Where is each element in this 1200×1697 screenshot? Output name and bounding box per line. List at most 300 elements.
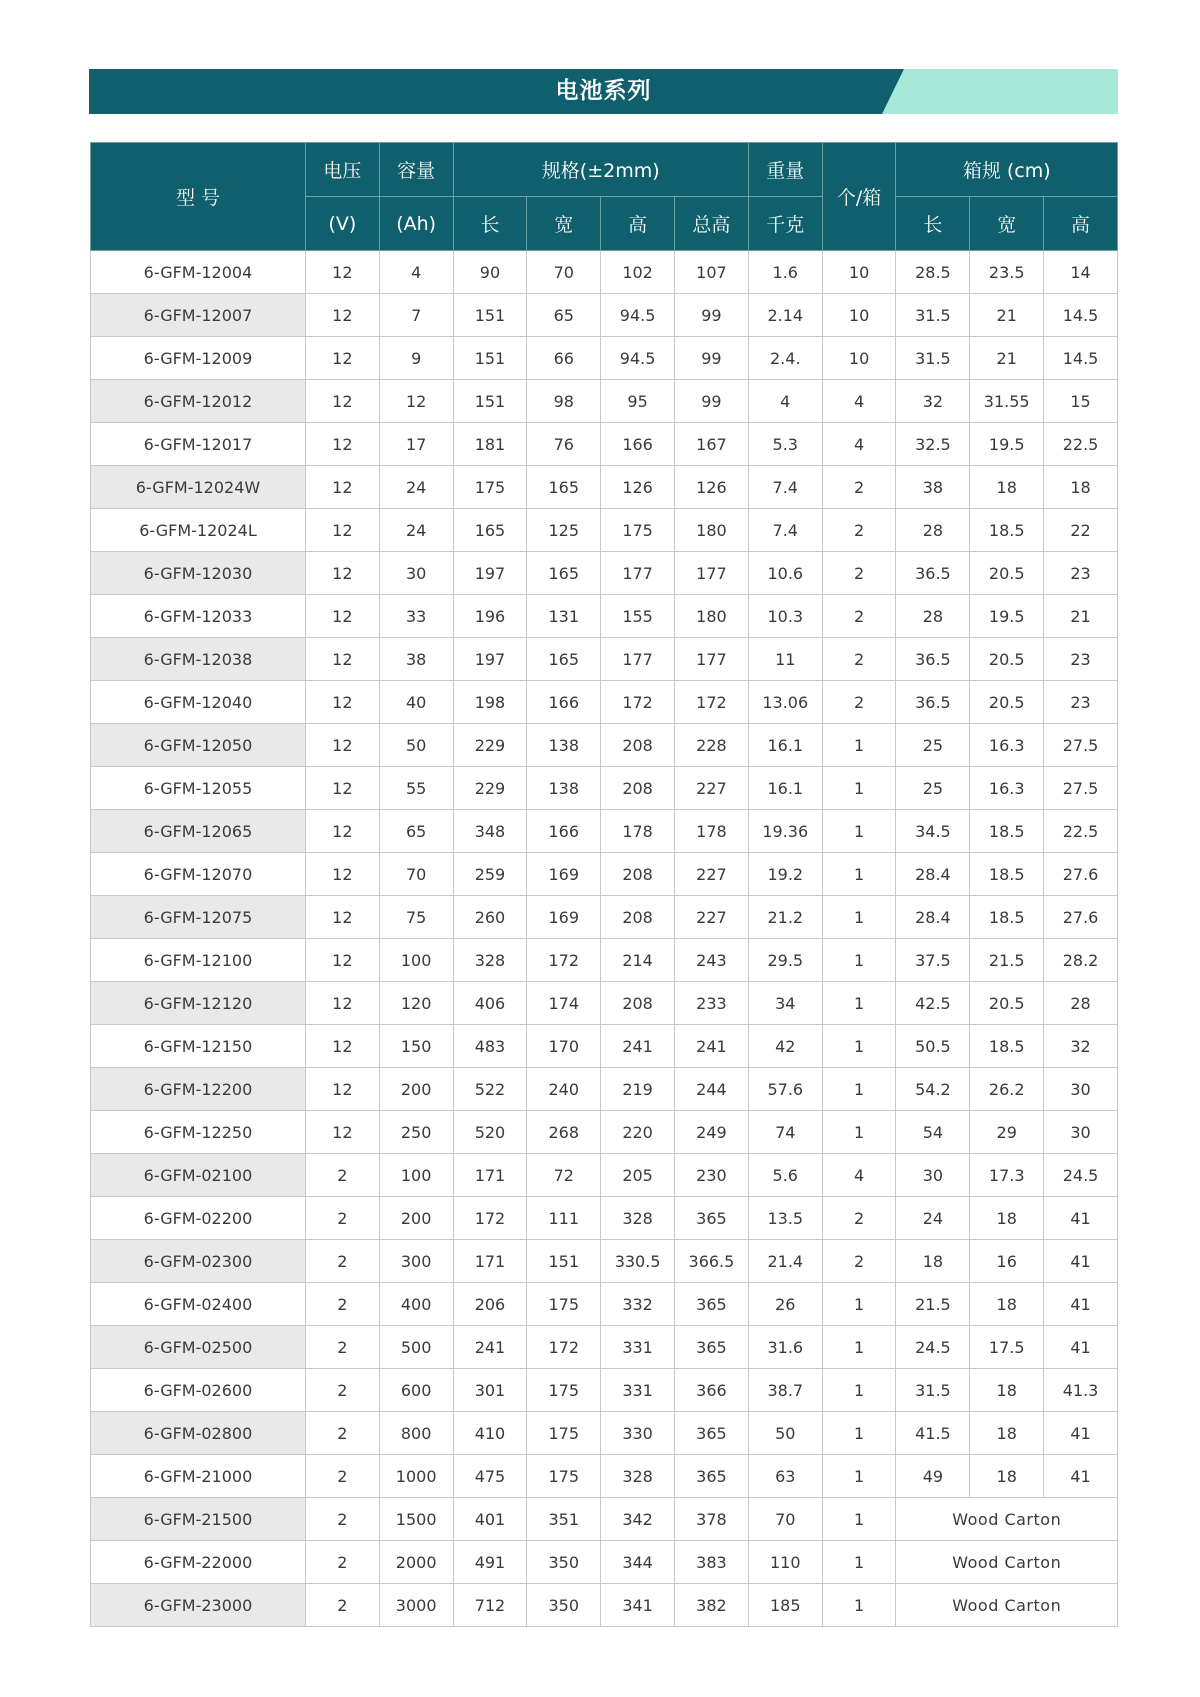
header-size: 规格(±2mm): [453, 143, 748, 197]
table-cell: 25: [896, 724, 970, 767]
table-cell: 243: [675, 939, 749, 982]
table-cell: 12: [305, 337, 379, 380]
table-cell: 27.5: [1044, 767, 1118, 810]
table-cell: 23: [1044, 681, 1118, 724]
header-weight: 重量: [748, 143, 822, 197]
table-cell: 7.4: [748, 509, 822, 552]
model-cell: 6-GFM-02200: [91, 1197, 306, 1240]
table-cell: 200: [379, 1068, 453, 1111]
table-cell: 249: [675, 1111, 749, 1154]
table-cell: 125: [527, 509, 601, 552]
table-cell: 36.5: [896, 638, 970, 681]
table-cell: 175: [527, 1369, 601, 1412]
table-cell: 155: [601, 595, 675, 638]
table-cell: 24.5: [1044, 1154, 1118, 1197]
table-cell: 475: [453, 1455, 527, 1498]
table-cell: 1: [822, 1068, 896, 1111]
table-cell: 24: [379, 466, 453, 509]
table-cell: 1: [822, 896, 896, 939]
table-cell: 50: [379, 724, 453, 767]
table-cell: 22.5: [1044, 810, 1118, 853]
table-cell: 14: [1044, 251, 1118, 294]
table-cell: 1: [822, 1541, 896, 1584]
table-cell: 63: [748, 1455, 822, 1498]
table-cell: 54.2: [896, 1068, 970, 1111]
table-cell: 600: [379, 1369, 453, 1412]
table-cell: 1: [822, 1111, 896, 1154]
table-cell: 331: [601, 1326, 675, 1369]
table-cell: 208: [601, 724, 675, 767]
table-cell: 2: [305, 1283, 379, 1326]
table-cell: 230: [675, 1154, 749, 1197]
model-cell: 6-GFM-12030: [91, 552, 306, 595]
table-cell: 41.3: [1044, 1369, 1118, 1412]
table-cell: 2: [305, 1412, 379, 1455]
table-cell: 70: [748, 1498, 822, 1541]
table-cell: 66: [527, 337, 601, 380]
table-cell: 410: [453, 1412, 527, 1455]
table-cell: 178: [675, 810, 749, 853]
table-cell: 3000: [379, 1584, 453, 1627]
table-cell: 28: [1044, 982, 1118, 1025]
table-cell: 214: [601, 939, 675, 982]
table-cell: 18: [970, 1283, 1044, 1326]
table-cell: 99: [675, 337, 749, 380]
header-capacity-unit: (Ah): [379, 197, 453, 251]
table-cell: 33: [379, 595, 453, 638]
table-cell: 23: [1044, 638, 1118, 681]
table-cell: 4: [379, 251, 453, 294]
table-cell: 10.3: [748, 595, 822, 638]
table-cell: 7.4: [748, 466, 822, 509]
table-cell: 332: [601, 1283, 675, 1326]
table-cell: 241: [675, 1025, 749, 1068]
table-cell: 406: [453, 982, 527, 1025]
table-cell: 21.2: [748, 896, 822, 939]
table-cell: 196: [453, 595, 527, 638]
table-cell: 100: [379, 1154, 453, 1197]
table-cell: 800: [379, 1412, 453, 1455]
table-cell: 328: [601, 1197, 675, 1240]
table-cell: 348: [453, 810, 527, 853]
table-row: [91, 1025, 1118, 1068]
table-cell: 229: [453, 724, 527, 767]
table-row: [91, 294, 1118, 337]
table-cell: 30: [1044, 1068, 1118, 1111]
table-cell: 12: [305, 1068, 379, 1111]
table-row: [91, 1197, 1118, 1240]
table-cell: 18: [970, 1369, 1044, 1412]
table-cell: 1: [822, 1326, 896, 1369]
table-cell: 10: [822, 294, 896, 337]
table-cell: 2: [822, 638, 896, 681]
table-cell: 177: [675, 638, 749, 681]
table-cell: 240: [527, 1068, 601, 1111]
table-cell: 520: [453, 1111, 527, 1154]
table-cell: 16.1: [748, 724, 822, 767]
model-cell: 6-GFM-12040: [91, 681, 306, 724]
table-cell: 2: [305, 1197, 379, 1240]
table-cell: 401: [453, 1498, 527, 1541]
model-cell: 6-GFM-12024L: [91, 509, 306, 552]
table-cell: 175: [527, 1412, 601, 1455]
table-cell: 23: [1044, 552, 1118, 595]
table-cell: 12: [379, 380, 453, 423]
table-cell: 12: [305, 466, 379, 509]
table-cell: 75: [379, 896, 453, 939]
table-cell: 26.2: [970, 1068, 1044, 1111]
table-cell: 50.5: [896, 1025, 970, 1068]
table-cell: 27.5: [1044, 724, 1118, 767]
model-cell: 6-GFM-12250: [91, 1111, 306, 1154]
table-cell: 65: [527, 294, 601, 337]
table-cell: 9: [379, 337, 453, 380]
table-cell: 522: [453, 1068, 527, 1111]
table-cell: 19.5: [970, 595, 1044, 638]
table-cell: 177: [601, 552, 675, 595]
table-cell: 18: [896, 1240, 970, 1283]
table-cell: 16.3: [970, 724, 1044, 767]
table-cell: 1500: [379, 1498, 453, 1541]
table-cell: 107: [675, 251, 749, 294]
table-cell: 383: [675, 1541, 749, 1584]
table-cell: 382: [675, 1584, 749, 1627]
table-cell: 20.5: [970, 982, 1044, 1025]
table-row: [91, 595, 1118, 638]
table-cell: 34.5: [896, 810, 970, 853]
table-cell: 12: [305, 423, 379, 466]
table-cell: 233: [675, 982, 749, 1025]
model-cell: 6-GFM-02400: [91, 1283, 306, 1326]
table-cell: 31.55: [970, 380, 1044, 423]
table-cell: 151: [453, 380, 527, 423]
table-cell: 165: [453, 509, 527, 552]
model-cell: 6-GFM-02800: [91, 1412, 306, 1455]
table-cell: 26: [748, 1283, 822, 1326]
table-cell: 21: [970, 337, 1044, 380]
table-row: [91, 1455, 1118, 1498]
table-cell: 28.4: [896, 853, 970, 896]
table-cell: 29.5: [748, 939, 822, 982]
table-cell: 167: [675, 423, 749, 466]
table-cell: 16.3: [970, 767, 1044, 810]
table-cell: 38: [896, 466, 970, 509]
table-cell: 18.5: [970, 1025, 1044, 1068]
table-cell: 126: [675, 466, 749, 509]
table-cell: 12: [305, 896, 379, 939]
table-cell: 4: [822, 1154, 896, 1197]
table-cell: 259: [453, 853, 527, 896]
table-row: [91, 1154, 1118, 1197]
table-cell: 172: [527, 1326, 601, 1369]
model-cell: 6-GFM-12200: [91, 1068, 306, 1111]
table-cell: 110: [748, 1541, 822, 1584]
table-cell: 4: [748, 380, 822, 423]
table-cell: 27.6: [1044, 896, 1118, 939]
table-cell: 1000: [379, 1455, 453, 1498]
model-cell: 6-GFM-12050: [91, 724, 306, 767]
model-cell: 6-GFM-12024W: [91, 466, 306, 509]
table-cell: 5.3: [748, 423, 822, 466]
table-cell: 99: [675, 294, 749, 337]
wood-carton-cell: Wood Carton: [896, 1584, 1118, 1627]
table-cell: 12: [305, 1111, 379, 1154]
table-row: [91, 1369, 1118, 1412]
table-cell: 22.5: [1044, 423, 1118, 466]
table-row: [91, 724, 1118, 767]
table-cell: 95: [601, 380, 675, 423]
table-cell: 712: [453, 1584, 527, 1627]
table-cell: 2: [822, 509, 896, 552]
header-size-width: 宽: [527, 197, 601, 251]
table-cell: 21.4: [748, 1240, 822, 1283]
table-cell: 366.5: [675, 1240, 749, 1283]
table-cell: 198: [453, 681, 527, 724]
table-cell: 206: [453, 1283, 527, 1326]
header-box: 箱规 (cm): [896, 143, 1118, 197]
table-cell: 341: [601, 1584, 675, 1627]
model-cell: 6-GFM-12033: [91, 595, 306, 638]
model-cell: 6-GFM-12009: [91, 337, 306, 380]
table-cell: 12: [305, 724, 379, 767]
table-row: [91, 767, 1118, 810]
table-cell: 1: [822, 767, 896, 810]
table-cell: 15: [1044, 380, 1118, 423]
table-cell: 131: [527, 595, 601, 638]
table-cell: 1: [822, 1584, 896, 1627]
header-voltage: 电压: [305, 143, 379, 197]
model-cell: 6-GFM-12065: [91, 810, 306, 853]
table-cell: 111: [527, 1197, 601, 1240]
table-row: [91, 337, 1118, 380]
model-cell: 6-GFM-12017: [91, 423, 306, 466]
table-cell: 4: [822, 380, 896, 423]
table-cell: 41: [1044, 1455, 1118, 1498]
table-cell: 94.5: [601, 294, 675, 337]
table-cell: 229: [453, 767, 527, 810]
table-cell: 31.6: [748, 1326, 822, 1369]
table-cell: 300: [379, 1240, 453, 1283]
header-box-height: 高: [1044, 197, 1118, 251]
table-cell: 10: [822, 337, 896, 380]
table-cell: 166: [527, 810, 601, 853]
table-cell: 20.5: [970, 552, 1044, 595]
table-cell: 172: [527, 939, 601, 982]
table-cell: 50: [748, 1412, 822, 1455]
table-cell: 2.4.: [748, 337, 822, 380]
table-cell: 102: [601, 251, 675, 294]
table-cell: 301: [453, 1369, 527, 1412]
table-cell: 330: [601, 1412, 675, 1455]
table-cell: 2: [305, 1240, 379, 1283]
table-cell: 241: [601, 1025, 675, 1068]
table-cell: 331: [601, 1369, 675, 1412]
table-cell: 2: [305, 1369, 379, 1412]
table-cell: 2: [305, 1498, 379, 1541]
table-cell: 197: [453, 638, 527, 681]
table-row: [91, 1498, 1118, 1541]
table-cell: 344: [601, 1541, 675, 1584]
table-cell: 7: [379, 294, 453, 337]
table-cell: 41.5: [896, 1412, 970, 1455]
table-cell: 94.5: [601, 337, 675, 380]
table-cell: 12: [305, 380, 379, 423]
table-cell: 40: [379, 681, 453, 724]
table-cell: 36.5: [896, 552, 970, 595]
table-cell: 2: [305, 1584, 379, 1627]
table-cell: 24: [896, 1197, 970, 1240]
table-cell: 227: [675, 853, 749, 896]
table-cell: 1: [822, 1283, 896, 1326]
table-cell: 70: [527, 251, 601, 294]
table-row: [91, 1111, 1118, 1154]
table-cell: 10: [822, 251, 896, 294]
table-cell: 12: [305, 251, 379, 294]
table-cell: 165: [527, 552, 601, 595]
table-cell: 30: [1044, 1111, 1118, 1154]
table-cell: 20.5: [970, 681, 1044, 724]
table-cell: 72: [527, 1154, 601, 1197]
table-cell: 18: [970, 1412, 1044, 1455]
table-cell: 150: [379, 1025, 453, 1068]
table-cell: 32: [1044, 1025, 1118, 1068]
table-cell: 57.6: [748, 1068, 822, 1111]
table-cell: 228: [675, 724, 749, 767]
table-cell: 483: [453, 1025, 527, 1068]
table-cell: 205: [601, 1154, 675, 1197]
table-row: [91, 509, 1118, 552]
table-cell: 180: [675, 509, 749, 552]
table-cell: 98: [527, 380, 601, 423]
table-row: [91, 1326, 1118, 1369]
table-cell: 175: [527, 1283, 601, 1326]
table-cell: 17.5: [970, 1326, 1044, 1369]
table-cell: 365: [675, 1326, 749, 1369]
table-cell: 268: [527, 1111, 601, 1154]
table-cell: 165: [527, 466, 601, 509]
table-cell: 12: [305, 294, 379, 337]
table-cell: 219: [601, 1068, 675, 1111]
header-weight-unit: 千克: [748, 197, 822, 251]
table-cell: 171: [453, 1240, 527, 1283]
table-cell: 14.5: [1044, 294, 1118, 337]
table-cell: 220: [601, 1111, 675, 1154]
table-cell: 165: [527, 638, 601, 681]
table-body: [91, 251, 1118, 1627]
table-cell: 175: [453, 466, 527, 509]
model-cell: 6-GFM-12012: [91, 380, 306, 423]
table-cell: 29: [970, 1111, 1044, 1154]
table-cell: 12: [305, 681, 379, 724]
table-cell: 21.5: [970, 939, 1044, 982]
table-row: [91, 638, 1118, 681]
model-cell: 6-GFM-12004: [91, 251, 306, 294]
table-cell: 31.5: [896, 337, 970, 380]
model-cell: 6-GFM-12120: [91, 982, 306, 1025]
table-cell: 138: [527, 767, 601, 810]
table-cell: 1: [822, 1412, 896, 1455]
table-cell: 21.5: [896, 1283, 970, 1326]
table-cell: 76: [527, 423, 601, 466]
table-cell: 138: [527, 724, 601, 767]
table-cell: 241: [453, 1326, 527, 1369]
table-cell: 28.2: [1044, 939, 1118, 982]
table-cell: 1: [822, 853, 896, 896]
table-cell: 14.5: [1044, 337, 1118, 380]
table-cell: 30: [896, 1154, 970, 1197]
table-cell: 27.6: [1044, 853, 1118, 896]
table-cell: 330.5: [601, 1240, 675, 1283]
table-cell: 42.5: [896, 982, 970, 1025]
table-row: [91, 1584, 1118, 1627]
table-cell: 2: [305, 1541, 379, 1584]
header-size-length: 长: [453, 197, 527, 251]
table-cell: 18: [970, 466, 1044, 509]
wood-carton-cell: Wood Carton: [896, 1541, 1118, 1584]
table-cell: 172: [601, 681, 675, 724]
table-cell: 2: [822, 681, 896, 724]
table-cell: 177: [675, 552, 749, 595]
table-row: [91, 423, 1118, 466]
table-cell: 151: [527, 1240, 601, 1283]
table-cell: 2: [305, 1326, 379, 1369]
table-cell: 12: [305, 595, 379, 638]
table-cell: 166: [527, 681, 601, 724]
table-cell: 2: [822, 466, 896, 509]
model-cell: 6-GFM-12100: [91, 939, 306, 982]
wood-carton-cell: Wood Carton: [896, 1498, 1118, 1541]
table-cell: 1.6: [748, 251, 822, 294]
table-row: [91, 466, 1118, 509]
table-cell: 175: [601, 509, 675, 552]
table-cell: 28: [896, 509, 970, 552]
table-cell: 378: [675, 1498, 749, 1541]
table-cell: 32.5: [896, 423, 970, 466]
table-cell: 19.5: [970, 423, 1044, 466]
table-row: [91, 380, 1118, 423]
model-cell: 6-GFM-12070: [91, 853, 306, 896]
header-model: 型 号: [91, 143, 306, 251]
table-cell: 30: [379, 552, 453, 595]
model-cell: 6-GFM-02100: [91, 1154, 306, 1197]
table-cell: 16.1: [748, 767, 822, 810]
table-cell: 120: [379, 982, 453, 1025]
table-cell: 12: [305, 767, 379, 810]
table-cell: 227: [675, 767, 749, 810]
model-cell: 6-GFM-12055: [91, 767, 306, 810]
table-cell: 1: [822, 1498, 896, 1541]
model-cell: 6-GFM-12150: [91, 1025, 306, 1068]
table-header: [91, 143, 1118, 251]
table-row: [91, 251, 1118, 294]
model-cell: 6-GFM-12075: [91, 896, 306, 939]
table-cell: 17.3: [970, 1154, 1044, 1197]
table-cell: 342: [601, 1498, 675, 1541]
table-row: [91, 1412, 1118, 1455]
table-cell: 28.5: [896, 251, 970, 294]
table-cell: 12: [305, 509, 379, 552]
header-capacity: 容量: [379, 143, 453, 197]
table-cell: 365: [675, 1283, 749, 1326]
table-cell: 22: [1044, 509, 1118, 552]
table-cell: 328: [601, 1455, 675, 1498]
table-cell: 38: [379, 638, 453, 681]
table-cell: 2: [305, 1154, 379, 1197]
table-cell: 55: [379, 767, 453, 810]
table-cell: 250: [379, 1111, 453, 1154]
table-cell: 172: [675, 681, 749, 724]
table-cell: 12: [305, 853, 379, 896]
